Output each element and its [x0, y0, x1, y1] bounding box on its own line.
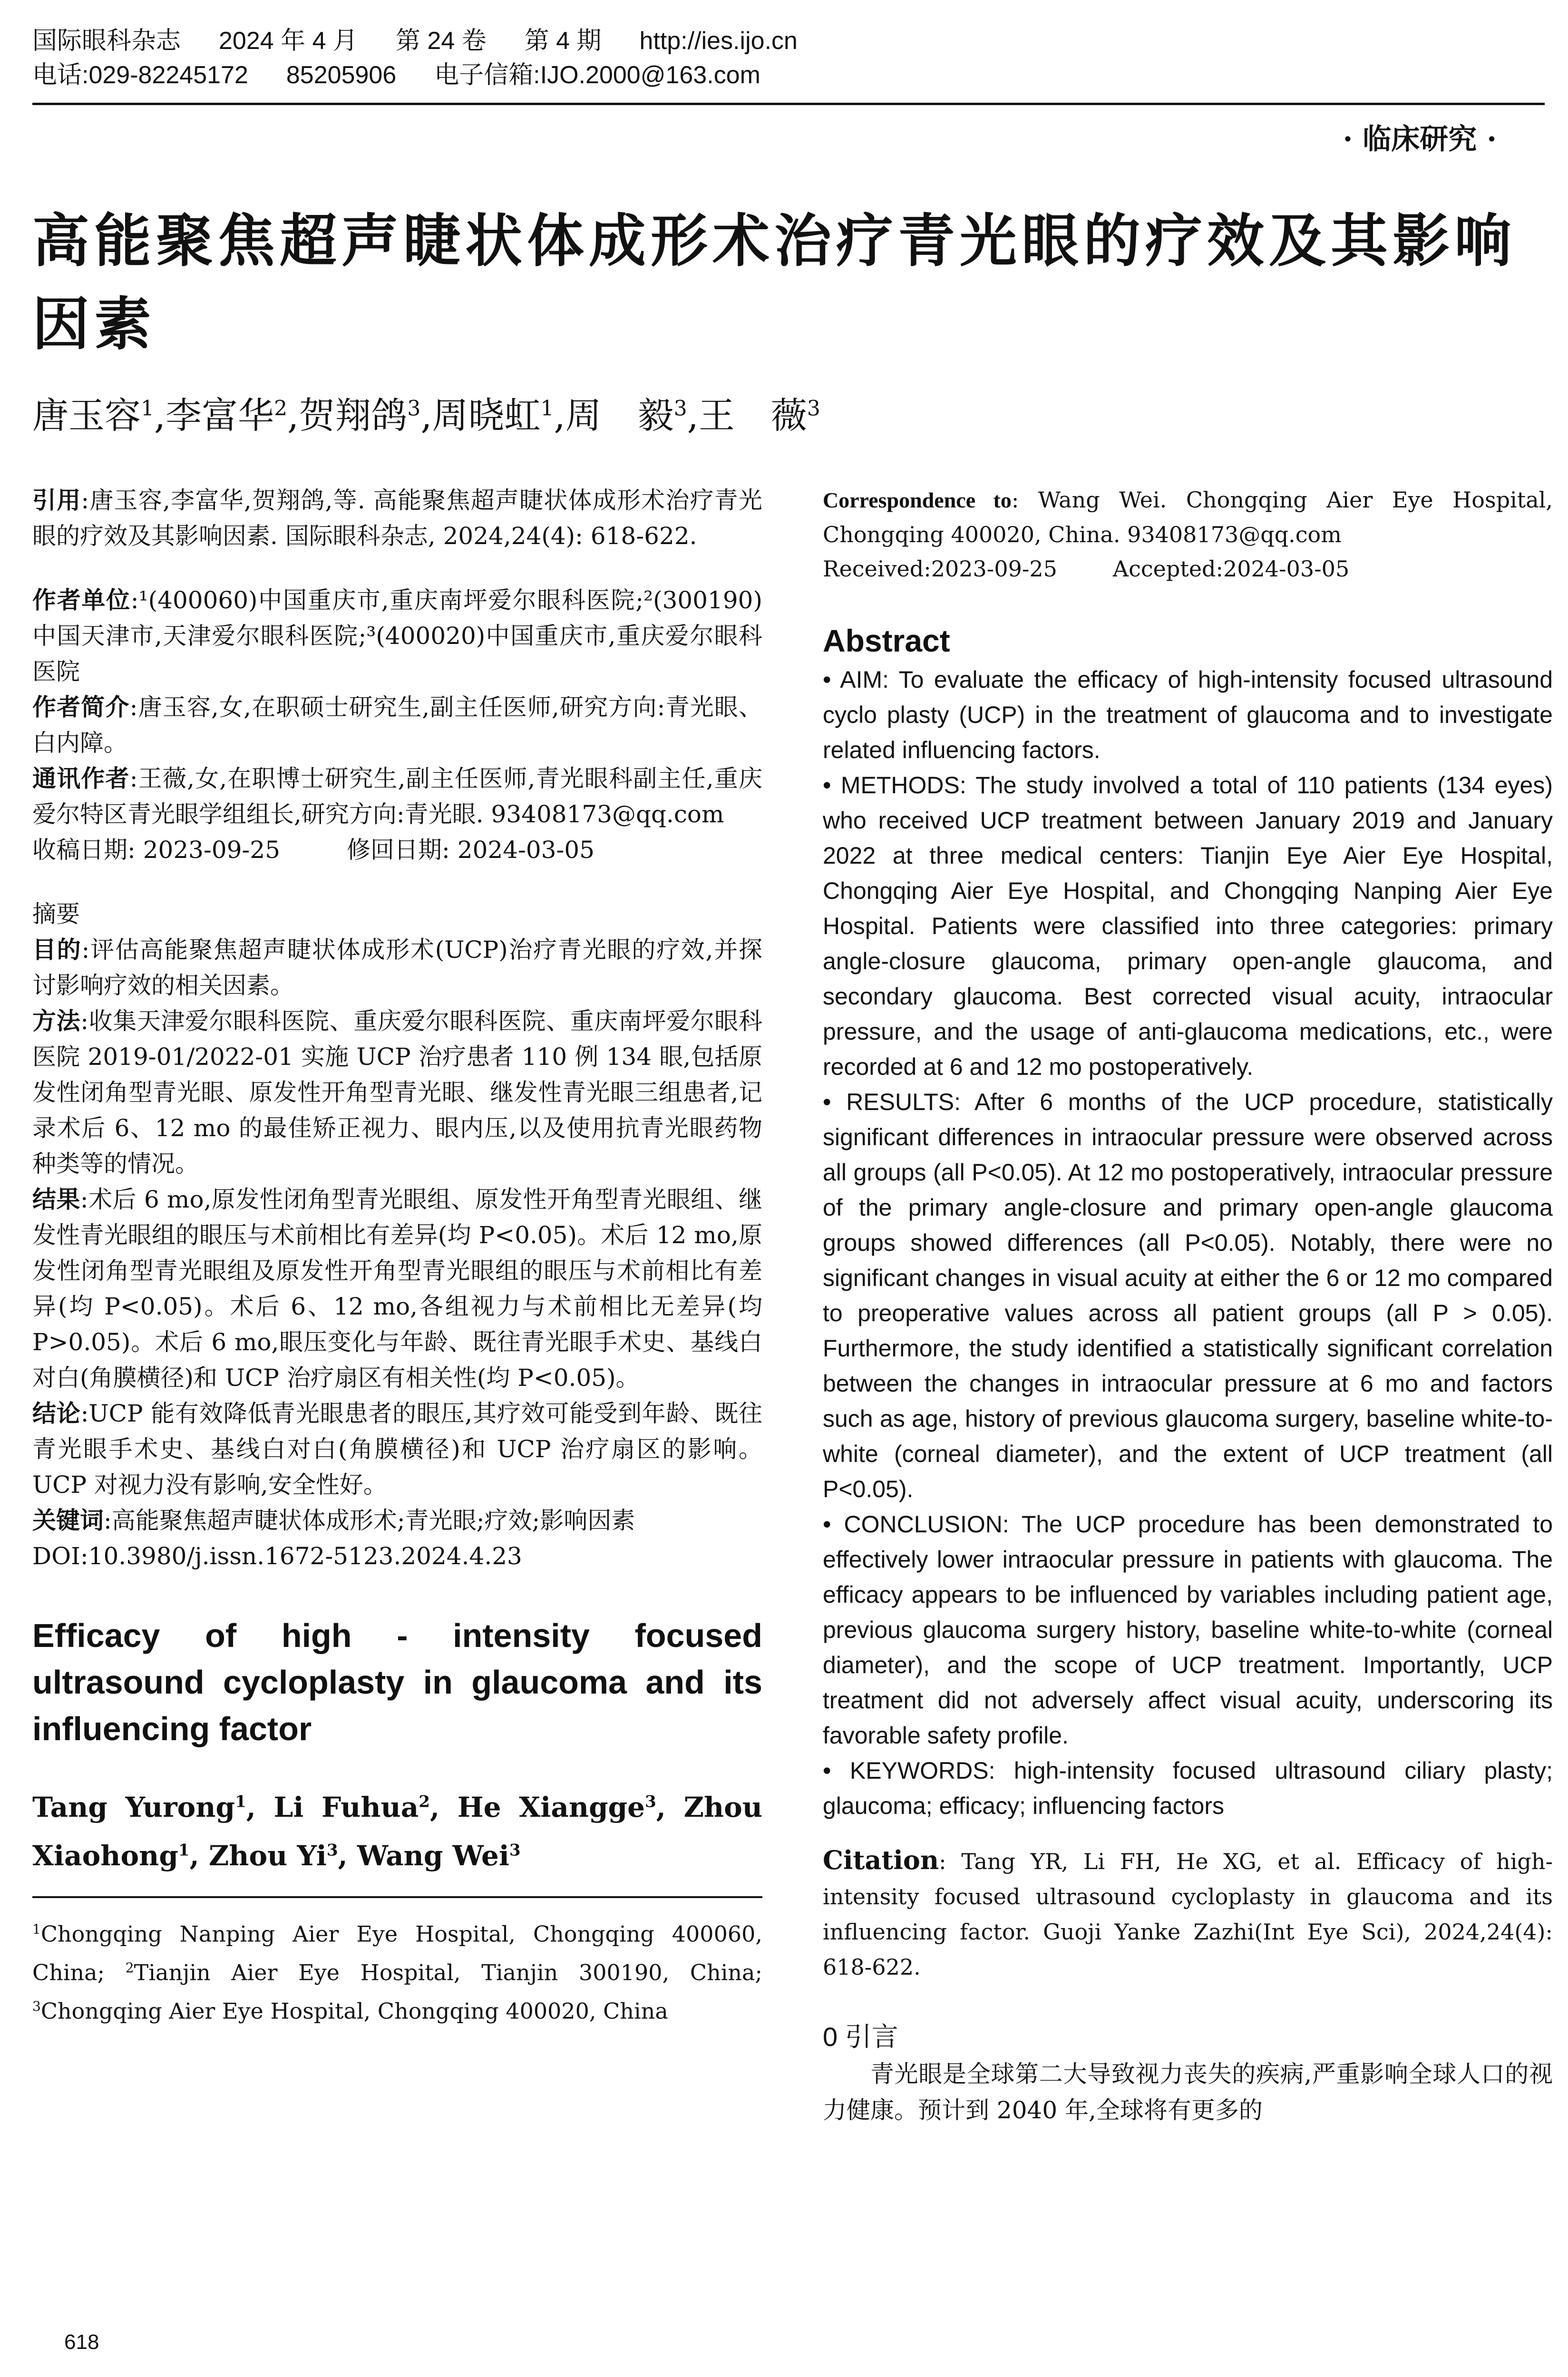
journal-email[interactable]: 电子信箱:IJO.2000@163.com — [434, 61, 760, 89]
journal-header-row-2 — [32, 58, 1554, 92]
abstract-en-conclusion: • CONCLUSION: The UCP procedure has been demonstrated to effectively lower intraocular pressure in patients with glaucoma. The efficacy appears to be influenced by variables including patient age, previous glaucoma surgery history, baseline white-to-white (corneal diameter), and the scope of UCP treatment. Importantly, UCP treatment did not adversely affect visual acuity, underscoring its favorable safety profile. — [823, 1511, 1553, 1749]
abstract-en-methods: • METHODS: The study involved a total of 110 patients (134 eyes) who received UCP treatment between January 2019 and January 2022 at three medical centers: Tianjin Eye Aier Eye Hospital, Chongqing Aier Eye Hospital, and Chongqing Nanping Aier Eye Hospital. Patients were classified into three categories: primary angle-closure glaucoma, primary open-angle glaucoma, and secondary glaucoma. Best corrected visual acuity, intraocular pressure, and the usage of anti-glaucoma medications, etc., were recorded at 6 and 12 mo postoperatively. — [823, 772, 1553, 1080]
author-bio-zh-label: 作者简介 — [32, 694, 130, 721]
abstract-en-heading: Abstract — [823, 623, 950, 658]
dates-zh — [32, 832, 762, 868]
author-en-affiliation-mark: 1 — [178, 1841, 190, 1860]
author-en-5: Zhou Yi$^3$ — [208, 1839, 338, 1872]
affiliation-en-2: Tianjin Aier Eye Hospital, Tianjin 300190, China; — [134, 1959, 762, 1986]
affiliation-en-3: Chongqing Aier Eye Hospital, Chongqing 400020, China — [40, 1998, 668, 2024]
author-zh-affiliation-mark: 3 — [673, 397, 687, 421]
header-divider — [32, 103, 1545, 105]
introduction-text: 青光眼是全球第二大导致视力丧失的疾病,严重影响全球人口的视力健康。预计到 2040 年,全球将有更多的 — [823, 2060, 1553, 2124]
left-column — [32, 483, 762, 2028]
author-zh-5: 周 毅$^3$ — [565, 394, 687, 437]
received-date-en: Received:2023-09-25 — [823, 556, 1057, 582]
correspondence-en-label: Correspondence to — [823, 488, 1012, 512]
introduction-heading: 0 引言 — [823, 2022, 898, 2052]
author-zh-6: 王 薇$^3$ — [698, 394, 820, 437]
received-date-zh: 收稿日期: 2023-09-25 — [32, 836, 281, 864]
corresponding-author-zh-text: :王薇,女,在职博士研究生,副主任医师,青光眼科副主任,重庆爱尔特区青光眼学组组长,研究方向:青光眼. 93408173@qq.com — [32, 765, 763, 828]
abstract-zh-aim — [32, 932, 762, 1003]
aim-zh-label: 目的 — [32, 936, 82, 963]
methods-zh-label: 方法 — [32, 1008, 81, 1034]
author-zh-affiliation-mark: 3 — [807, 397, 820, 421]
correspondence-en-text: : Wang Wei. Chongqing Aier Eye Hospital, Chongqing 400020, China. 93408173@qq.com — [823, 487, 1553, 547]
abstract-en-results: • RESULTS: After 6 months of the UCP procedure, statistically significant differences in intraocular pressure were observed across all groups (all P<0.05). At 12 mo postoperatively, intraocular pressure of the primary angle-closure and primary open-angle glaucoma groups showed differences (all P<0.05). Notably, there were no significant changes in visual acuity at either the 6 or 12 mo compared to preoperative values across all patient groups (all P > 0.05). Furthermore, the study identified a statistically significant correlation between the changes in intraocular pressure at 6 mo and factors such as age, history of previous glaucoma surgery, baseline white-to-white (corneal diameter), and the extent of UCP treatment (all P<0.05). — [823, 1089, 1553, 1502]
author-zh-4: 周晓虹$^1$ — [432, 394, 554, 437]
author-en-2: Li Fuhua$^2$ — [273, 1791, 430, 1824]
doi[interactable]: DOI:10.3980/j.issn.1672-5123.2024.4.23 — [32, 1542, 522, 1570]
page-number: 618 — [64, 2330, 99, 2354]
corresponding-author-zh-label: 通讯作者 — [32, 765, 130, 792]
author-zh-2: 李富华$^2$ — [166, 394, 288, 437]
author-bio-zh — [32, 690, 762, 761]
author-en-affiliation-mark: 3 — [645, 1792, 656, 1812]
citation-en-text: : Tang YR, Li FH, He XG, et al. Efficacy of high-intensity focused ultrasound cycloplasty in glaucoma and its influencing factor. Guoji Yanke Zazhi(Int Eye Sci), 2024,24(4): 618-622. — [823, 1849, 1553, 1980]
conclusion-zh-text: :UCP 能有效降低青光眼患者的眼压,其疗效可能受到年龄、既往青光眼手术史、基线白对白(角膜横径)和 UCP 治疗扇区的影响。UCP 对视力没有影响,安全性好。 — [32, 1400, 763, 1499]
affiliation-zh-text: :¹(400060)中国重庆市,重庆南坪爱尔眼科医院;²(300190)中国天津市,天津爱尔眼科医院;³(400020)中国重庆市,重庆爱尔眼科医院 — [32, 586, 762, 685]
correspondence-en — [823, 483, 1553, 586]
affiliation-en-1: Chongqing Nanping Aier Eye Hospital, Chongqing 400060, China; — [32, 1920, 762, 1986]
affiliation-zh-label: 作者单位 — [32, 587, 131, 614]
affiliation-zh — [32, 583, 762, 690]
journal-issue: 第 4 期 — [524, 27, 602, 55]
author-zh-3: 贺翔鸽$^3$ — [299, 394, 421, 437]
author-en-affiliation-mark: 3 — [509, 1841, 521, 1860]
abstract-zh-methods — [32, 1003, 762, 1182]
author-list-en: Tang Yurong$^1$, Li Fuhua$^2$, He Xiangge$^3$, Zhou Xiaohong$^1$, Zhou Yi$^3$, Wang Wei$^3$ — [32, 1791, 763, 1872]
revised-date-zh: 修回日期: 2024-03-05 — [347, 836, 595, 864]
abstract-zh-results — [32, 1182, 762, 1396]
results-zh-label: 结果 — [32, 1186, 80, 1213]
abstract-en-keywords: • KEYWORDS: high-intensity focused ultrasound ciliary plasty; glaucoma; efficacy; influencing factors — [823, 1757, 1553, 1819]
right-column — [823, 483, 1553, 2128]
author-en-affiliation-mark: 2 — [419, 1792, 430, 1812]
author-en-affiliation-mark: 3 — [326, 1841, 338, 1860]
results-zh-text: :术后 6 mo,原发性闭角型青光眼组、原发性开角型青光眼组、继发性青光眼组的眼压与术前相比有差异(均 P<0.05)。术后 12 mo,原发性闭角型青光眼组及原发性开角型青光眼组的眼压与术前相比有差异(均 P<0.05)。术后 6、12 mo,各组视力与术前相比无差异(均 P>0.05)。术后 6 mo,眼压变化与年龄、既往青光眼手术史、基线白对白(角膜横径)和 UCP 治疗扇区有相关性(均 P<0.05)。 — [32, 1186, 762, 1392]
author-zh-affiliation-mark: 2 — [274, 397, 288, 421]
conclusion-zh-label: 结论 — [32, 1400, 81, 1427]
aim-zh-text: :评估高能聚焦超声睫状体成形术(UCP)治疗青光眼的疗效,并探讨影响疗效的相关因素。 — [32, 936, 762, 999]
citation-en — [823, 1842, 1553, 1985]
journal-url[interactable]: http://ies.ijo.cn — [639, 27, 798, 55]
citation-zh-label: 引用 — [32, 487, 81, 514]
author-en-1: Tang Yurong$^1$ — [32, 1791, 246, 1824]
journal-header — [32, 24, 1554, 92]
journal-name: 国际眼科杂志 — [32, 27, 181, 55]
abstract-zh-heading: 摘要 — [32, 901, 80, 927]
journal-header-row-1 — [32, 24, 1554, 58]
author-zh-affiliation-mark: 1 — [540, 397, 554, 421]
author-en-6: Wang Wei$^3$ — [357, 1839, 521, 1872]
section-tag: · 临床研究 · — [1343, 123, 1497, 156]
accepted-date-en: Accepted:2024-03-05 — [1112, 556, 1350, 582]
abstract-zh-conclusion — [32, 1396, 762, 1503]
affiliation-en: $^1$Chongqing Nanping Aier Eye Hospital, Chongqing 400060, China; $^2$Tianjin Aier Eye Hospital, Tianjin 300190, China; $^3$Chongqing Aier Eye Hospital, Chongqing 400020, China — [32, 1920, 762, 2024]
article-title-en: Efficacy of high - intensity focused ultrasound cycloplasty in glaucoma and its influencing factor — [32, 1617, 762, 1747]
citation-zh — [32, 483, 762, 554]
citation-zh-text: :唐玉容,李富华,贺翔鸽,等. 高能聚焦超声睫状体成形术治疗青光眼的疗效及其影响因素. 国际眼科杂志, 2024,24(4): 618-622. — [32, 487, 763, 550]
abstract-en-aim: • AIM: To evaluate the efficacy of high-intensity focused ultrasound cyclo plasty (UCP) in the treatment of glaucoma and to investigate related influencing factors. — [823, 666, 1553, 763]
keywords-zh-text: :高能聚焦超声睫状体成形术;青光眼;疗效;影响因素 — [104, 1507, 635, 1534]
journal-phone: 电话:029-82245172 — [32, 61, 248, 89]
author-en-affiliation-mark: 1 — [235, 1792, 246, 1812]
journal-volume: 第 24 卷 — [395, 27, 487, 55]
journal-phone-2: 85205906 — [286, 61, 397, 89]
article-title-zh: 高能聚焦超声睫状体成形术治疗青光眼的疗效及其影响因素 — [32, 209, 1516, 356]
author-en-3: He Xiangge$^3$ — [457, 1791, 656, 1824]
author-zh-1: 唐玉容$^1$ — [32, 394, 154, 437]
author-bio-zh-text: :唐玉容,女,在职硕士研究生,副主任医师,研究方向:青光眼、白内障。 — [32, 693, 763, 757]
journal-date: 2024 年 4 月 — [219, 27, 358, 55]
methods-zh-text: :收集天津爱尔眼科医院、重庆爱尔眼科医院、重庆南坪爱尔眼科医院 2019-01/2022-01 实施 UCP 治疗患者 110 例 134 眼,包括原发性闭角型青光眼、原发性开角型青光眼、继发性青光眼三组患者,记录术后 6、12 mo 的最佳矫正视力、眼内压,以及使用抗青光眼药物种类等的情况。 — [32, 1007, 762, 1178]
keywords-zh — [32, 1503, 762, 1539]
corresponding-author-zh — [32, 761, 762, 832]
author-zh-affiliation-mark: 1 — [141, 397, 154, 421]
affiliation-divider — [32, 1896, 762, 1898]
keywords-zh-label: 关键词 — [32, 1507, 104, 1534]
author-en-4: Zhou Xiaohong$^1$ — [32, 1791, 763, 1872]
citation-en-label: Citation — [823, 1845, 939, 1875]
author-zh-affiliation-mark: 3 — [407, 397, 421, 421]
author-list-zh: 唐玉容$^1$,李富华$^2$,贺翔鸽$^3$,周晓虹$^1$,周 毅$^3$,王 薇$^3$ — [32, 394, 820, 437]
